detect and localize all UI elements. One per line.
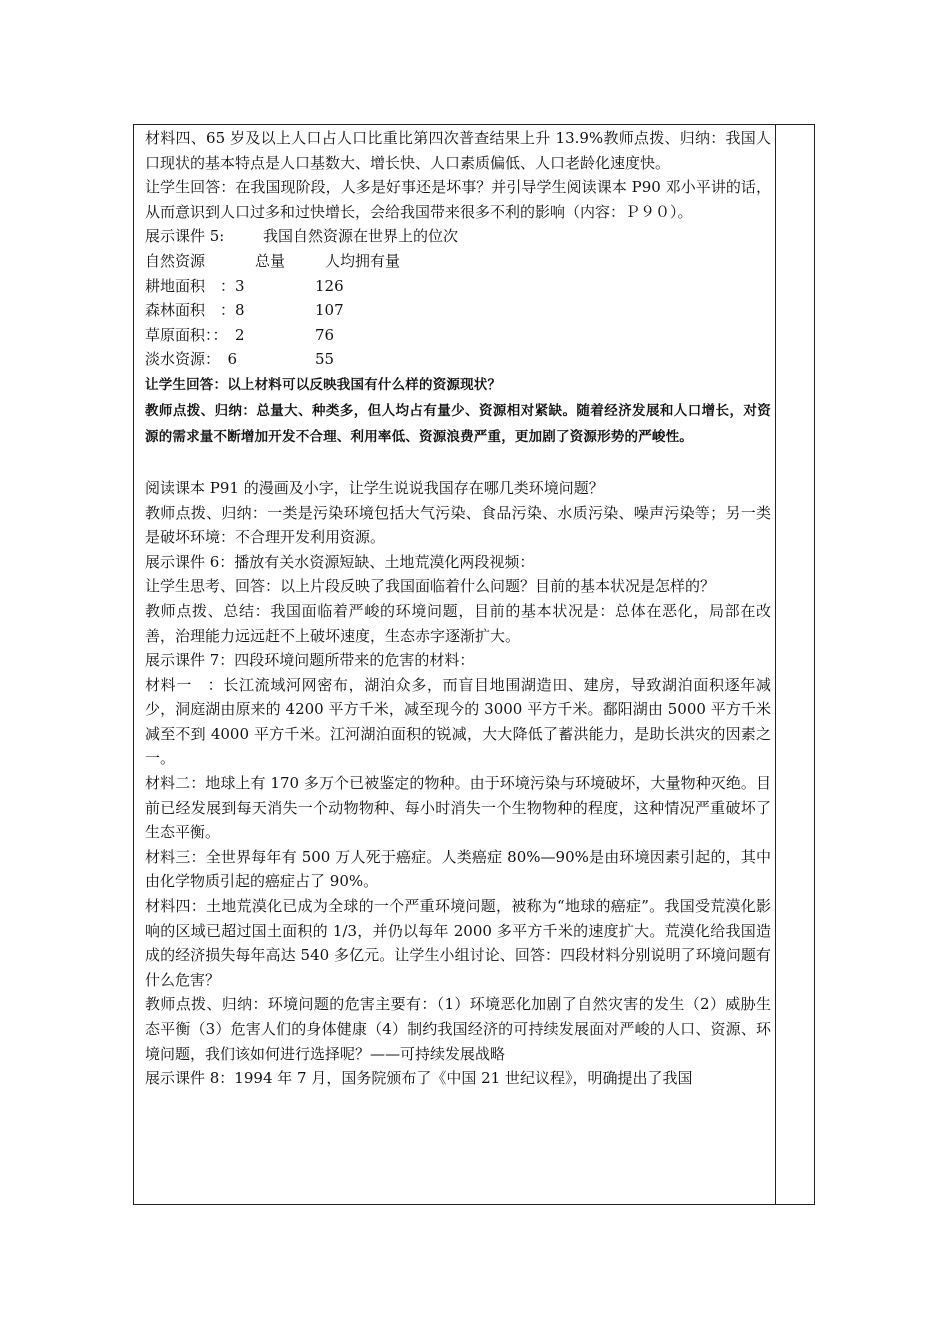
resource-per-capita-rank: 107: [315, 301, 344, 320]
header-resource: 自然资源: [145, 251, 206, 270]
resource-row: [145, 347, 771, 372]
blank-gap: [145, 450, 771, 476]
resource-per-capita-rank: 76: [315, 325, 335, 344]
bold-summary: 教师点拨、归纳：总量大、种类多，但人均占有量少、资源相对紧缺。随着经济发展和人口增长，对资源的需求量不断增加开发不合理、利用率低、资源浪费严重，更加剧了资源形势的严峻性。: [145, 402, 771, 445]
paragraph-courseware-8: 展示课件 8：1994 年 7 月，国务院颁布了《中国 21 世纪议程》，明确提出了我国: [145, 1069, 693, 1088]
resource-per-capita-rank: 126: [315, 276, 344, 295]
header-per-capita: 人均拥有量: [325, 251, 401, 270]
resource-name-rank: 淡水资源： 6: [145, 350, 238, 369]
resource-table: [145, 249, 771, 372]
material-four-paragraph: 材料四、65 岁及以上人口占人口比重比第四次普查结果上升 13.9%教师点拨、归纳：我国人口现状的基本特点是人口基数大、增长快、人口素质偏低、人口老龄化速度快。: [145, 129, 771, 172]
courseware-5-title: 我国自然资源在世界上的位次: [263, 227, 459, 246]
paragraph-material-one: 材料一 ：长江流域河网密布，湖泊众多，而盲目地围湖造田、建房，导致湖泊面积逐年减少，洞庭湖由原来的 4200 平方千米，减至现今的 3000 平方千米。鄱阳湖由 5000 平方千米减至不到 4000 平方千米。江河湖泊面积的锐减，大大降低了蓄洪能力，是助长洪灾的因素之一。: [145, 675, 771, 768]
paragraph-environment-types: 教师点拨、归纳：一类是污染环境包括大气污染、食品污染、水质污染、噪声污染等；另一类是破坏环境：不合理开发利用资源。: [145, 503, 771, 547]
student-answer-paragraph: 让学生回答：在我国现阶段，人多是好事还是坏事？并引导学生阅读课本 P90 邓小平讲的话，从而意识到人口过多和过快增长，会给我国带来很多不利的影响（内容：Ｐ９０）。: [145, 178, 771, 221]
resource-name-rank: 耕地面积 ：3: [145, 276, 245, 295]
courseware-5-label: 展示课件 5:: [145, 227, 225, 246]
resource-row: [145, 298, 771, 323]
resource-row: [145, 323, 771, 348]
lesson-content: [145, 126, 771, 1091]
resource-name-rank: 森林面积 ：8: [145, 301, 245, 320]
paragraph-teacher-summary: 教师点拨、总结：我国面临着严峻的环境问题，目前的基本状况是：总体在恶化，局部在改善，治理能力远远赶不上破坏速度，生态赤字逐渐扩大。: [145, 601, 771, 645]
paragraph-material-four: 材料四：土地荒漠化已成为全球的一个严重环境问题，被称为“地球的癌症”。我国受荒漠化影响的区域已超过国土面积的 1/3，并仍以每年 2000 多平方千米的速度扩大。荒漠化给我国造成的经济损失每年高达 540 多亿元。让学生小组讨论、回答：四段材料分别说明了环境问题有什么危害？: [145, 897, 771, 989]
header-total: 总量: [255, 251, 286, 270]
paragraph-student-think: 让学生思考、回答：以上片段反映了我国面临着什么问题？目前的基本状况是怎样的？: [145, 577, 716, 596]
courseware-5-line: [145, 224, 771, 249]
column-divider: [775, 124, 776, 1205]
resource-row: [145, 274, 771, 299]
resource-table-header: [145, 249, 771, 274]
bold-question: 让学生回答：以上材料可以反映我国有什么样的资源现状？: [145, 376, 502, 393]
paragraph-courseware-6: 展示课件 6：播放有关水资源短缺、土地荒漠化两段视频：: [145, 552, 535, 571]
paragraph-material-two: 材料二：地球上有 170 多万个已被鉴定的物种。由于环境污染与环境破坏，大量物种灭绝。目前已经发展到每天消失一个动物物种、每小时消失一个生物物种的程度，这种情况严重破坏了生态平衡。: [145, 774, 771, 842]
paragraph-courseware-7: 展示课件 7：四段环境问题所带来的危害的材料：: [145, 651, 475, 670]
resource-per-capita-rank: 55: [315, 350, 335, 369]
paragraph-comic-reading: 阅读课本 P91 的漫画及小字，让学生说说我国存在哪几类环境问题？: [145, 478, 604, 497]
paragraph-material-three: 材料三：全世界每年有 500 万人死于癌症。人类癌症 80%—90%是由环境因素引起的，其中由化学物质引起的癌症占了 90%。: [145, 847, 771, 891]
resource-name-rank: 草原面积：： 2: [145, 325, 245, 344]
paragraph-hazards: 教师点拨、归纳：环境问题的危害主要有：（1）环境恶化加剧了自然灾害的发生（2）威胁生态平衡（3）危害人们的身体健康（4）制约我国经济的可持续发展面对严峻的人口、资源、环境问题，我们该如何进行选择呢？——可持续发展战略: [145, 995, 771, 1063]
